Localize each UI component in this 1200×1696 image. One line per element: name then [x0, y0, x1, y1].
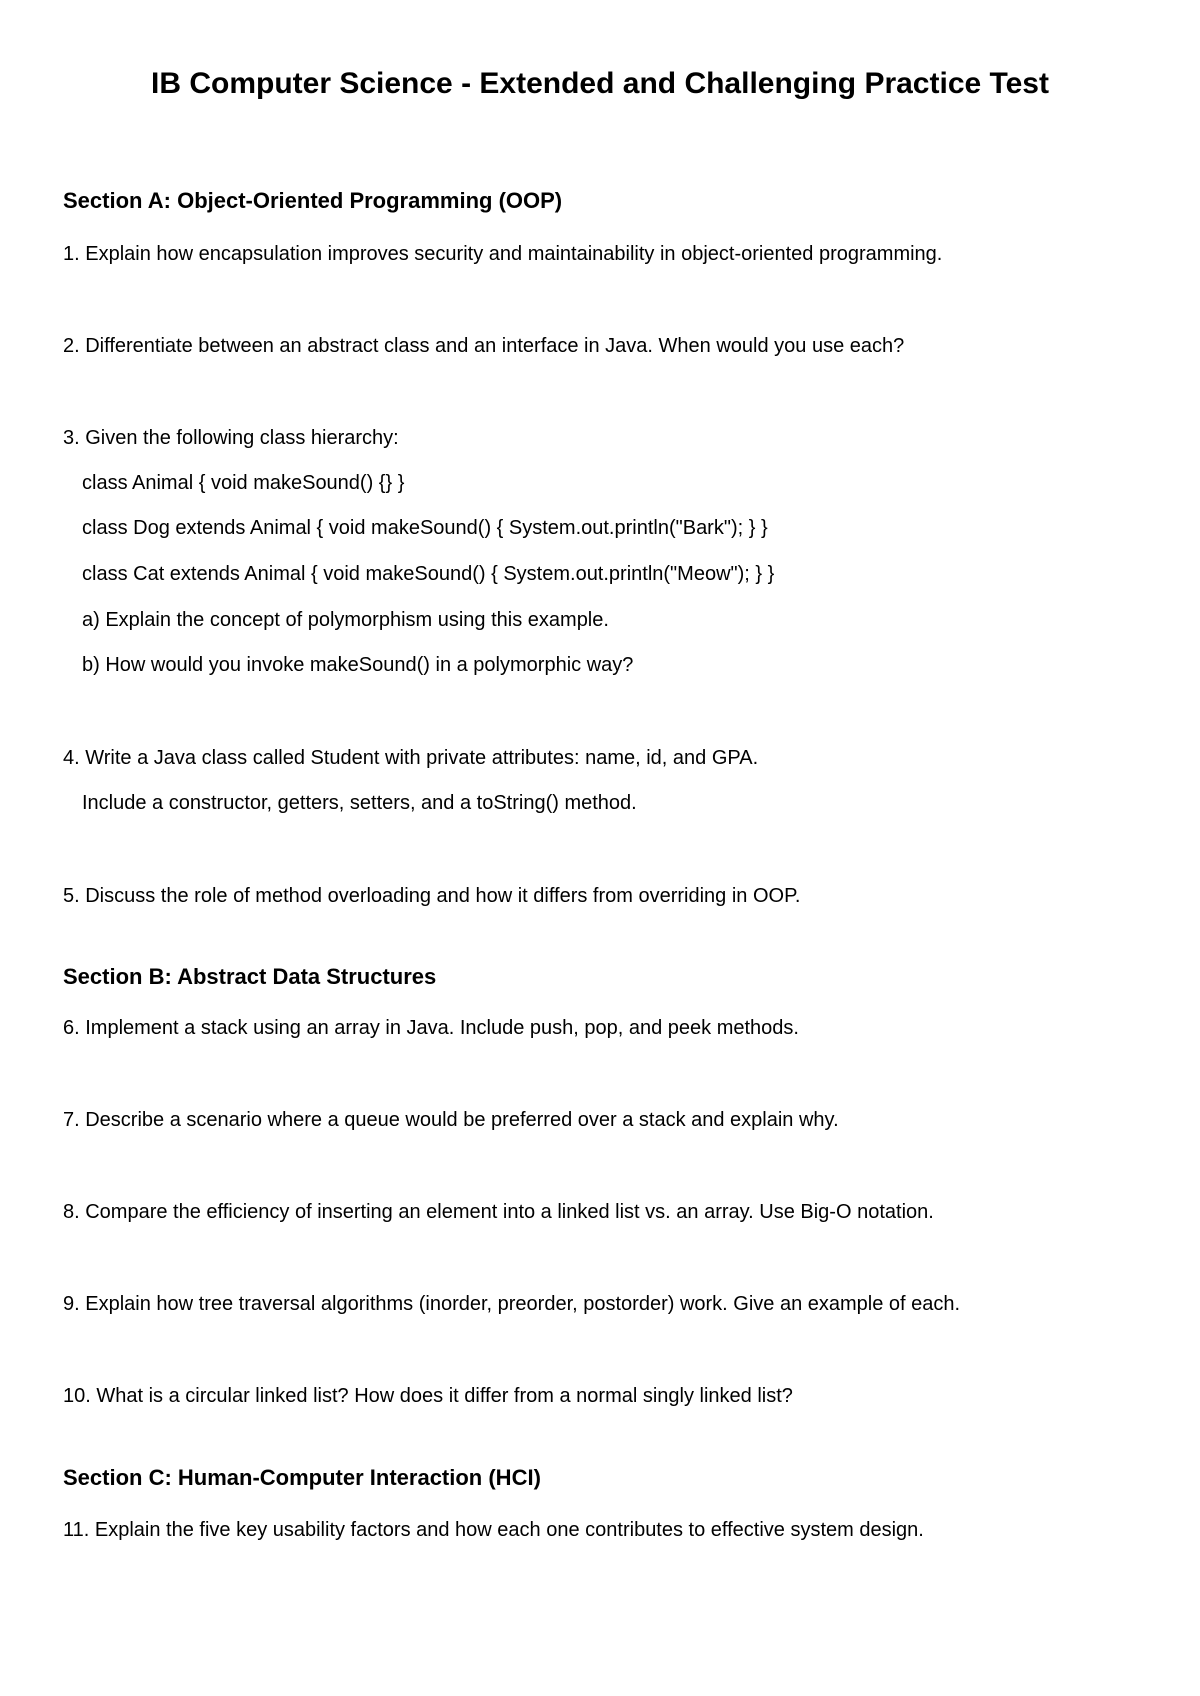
- question-8: 8. Compare the efficiency of inserting an element into a linked list vs. an array. Use Big-O notation.: [63, 1201, 934, 1223]
- question-7: 7. Describe a scenario where a queue would be preferred over a stack and explain why.: [63, 1109, 839, 1131]
- question-3-part-a: a) Explain the concept of polymorphism using this example.: [82, 609, 609, 631]
- question-9: 9. Explain how tree traversal algorithms (inorder, preorder, postorder) work. Give an example of each.: [63, 1293, 961, 1315]
- question-1: 1. Explain how encapsulation improves security and maintainability in object-oriented programming.: [63, 243, 943, 265]
- page-title: IB Computer Science - Extended and Challenging Practice Test: [151, 67, 1049, 100]
- question-3-code-line-1: class Animal { void makeSound() {} }: [82, 472, 405, 494]
- question-10: 10. What is a circular linked list? How does it differ from a normal singly linked list?: [63, 1385, 793, 1407]
- question-3-intro: 3. Given the following class hierarchy:: [63, 427, 399, 449]
- question-3-code-line-3: class Cat extends Animal { void makeSound() { System.out.println("Meow"); } }: [82, 563, 775, 585]
- question-11: 11. Explain the five key usability factors and how each one contributes to effective system design.: [63, 1519, 924, 1541]
- section-a-heading: Section A: Object-Oriented Programming (OOP): [63, 188, 563, 213]
- question-5: 5. Discuss the role of method overloading and how it differs from overriding in OOP.: [63, 885, 801, 907]
- question-6: 6. Implement a stack using an array in Java. Include push, pop, and peek methods.: [63, 1017, 799, 1039]
- question-2: 2. Differentiate between an abstract class and an interface in Java. When would you use each?: [63, 335, 905, 357]
- section-c-heading: Section C: Human-Computer Interaction (HCI): [63, 1465, 541, 1490]
- question-3-part-b: b) How would you invoke makeSound() in a polymorphic way?: [82, 654, 634, 676]
- section-b-heading: Section B: Abstract Data Structures: [63, 964, 437, 989]
- question-4-line-1: 4. Write a Java class called Student with private attributes: name, id, and GPA.: [63, 747, 759, 769]
- question-4-line-2: Include a constructor, getters, setters, and a toString() method.: [82, 792, 637, 814]
- question-3-code-line-2: class Dog extends Animal { void makeSound() { System.out.println("Bark"); } }: [82, 517, 768, 539]
